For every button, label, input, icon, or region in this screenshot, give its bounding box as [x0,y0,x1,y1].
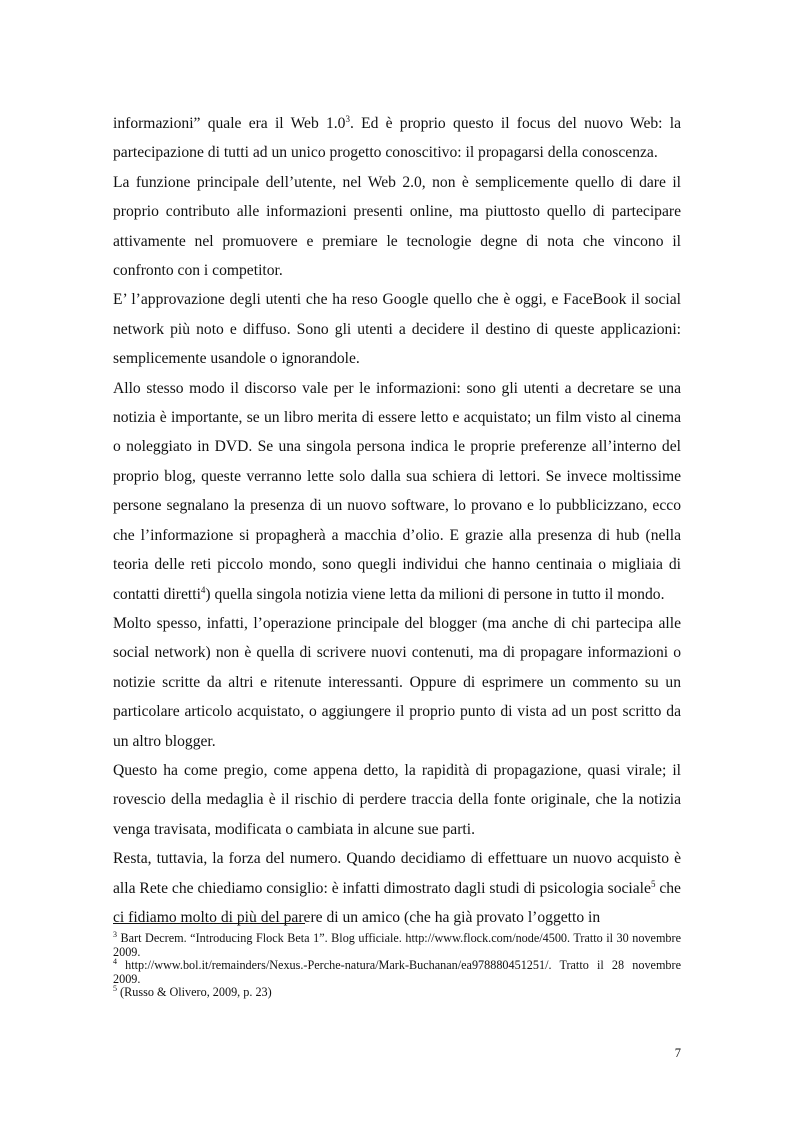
footnote-ref: 5 [650,878,656,889]
footnote-mark: 5 [113,984,117,994]
paragraph: Molto spesso, infatti, l’operazione principale del blogger (ma anche di chi partecipa alle social network) non è quella di scrivere nuovi contenuti, ma di propagare informazioni o notizie scritte da altri e ritenute interessanti. Oppure di esprimere un commento su un particolare articolo acquistato, o aggiungere il proprio punto di vista ad un post scritto da un altro blogger. [113,614,681,750]
footnote-ref: 3 [345,113,350,124]
paragraph: Questo ha come pregio, come appena detto, la rapidità di propagazione, quasi virale; il rovescio della medaglia è il rischio di perdere traccia della fonte originale, che la notizia venga travisata, modificata o cambiata in alcune sue parti. [113,761,681,838]
paragraph: Allo stesso modo il discorso vale per le informazioni: sono gli utenti a decretare se una notizia è importante, se un libro merita di essere letto e acquistato; un film visto al cinema o noleggiato in DVD. Se una singola persona indica le proprie preferenze all’interno del proprio blog, queste verranno lette solo dalla sua schiera di lettori. Se invece moltissime persone segnalano la presenza di un nuovo software, lo provano e lo pubblicizzano, ecco che l’informazione si propagherà a macchia d’olio. E grazie alla presenza di hub (nella teoria delle reti piccolo mondo, sono quegli individui che hanno centinaia o migliaia di contatti diretti$^4$) quella singola notizia viene letta da milioni di persone in tutto il mondo. [113,379,681,603]
footnote-mark: 3 [113,929,117,939]
page-number: 7 [674,1046,681,1060]
footnote: $^5$ (Russo & Olivero, 2009, p. 23) [113,984,272,1000]
paragraph: informazioni” quale era il Web $1.0^3$. Ed è proprio questo il focus del nuovo Web: la partecipazione di tutti ad un unico progetto conoscitivo: il propagarsi della conoscenza. [113,113,681,162]
footnote-mark: 4 [113,957,117,967]
footnote: $^4$ http://www.bol.it/remainders/Nexus.-Perche-natura/Mark-Buchanan/ea978880451251/. Tratto il 28 novembre 2009. [113,957,681,986]
footnotes [113,929,681,1000]
footnote-separator [113,923,305,924]
paragraph: E’ l’approvazione degli utenti che ha reso Google quello che è oggi, e FaceBook il social network più noto e diffuso. Sono gli utenti a decidere il destino di queste applicazioni: semplicemente usandole o ignorandole. [113,291,681,368]
paragraph: Resta, tuttavia, la forza del numero. Quando decidiamo di effettuare un nuovo acquisto è alla Rete che chiediamo consiglio: è infatti dimostrato dagli studi di psicologia sociale$^5$ che ci fidiamo molto di più del parere di un amico (che ha già provato l’oggetto in [113,850,681,926]
footnote-ref: 4 [200,584,206,595]
body-text [113,109,681,932]
footnote: $^3$ Bart Decrem. “Introducing Flock Beta 1”. Blog ufficiale. http://www.flock.com/node/4500. Tratto il 30 novembre 2009. [113,929,681,959]
paragraph: La funzione principale dell’utente, nel Web 2.0, non è semplicemente quello di dare il proprio contributo alle informazioni presenti online, ma piuttosto quello di partecipare attivamente nel promuovere e premiare le tecnologie degne di nota che vincono il confronto con i competitor. [113,173,681,280]
